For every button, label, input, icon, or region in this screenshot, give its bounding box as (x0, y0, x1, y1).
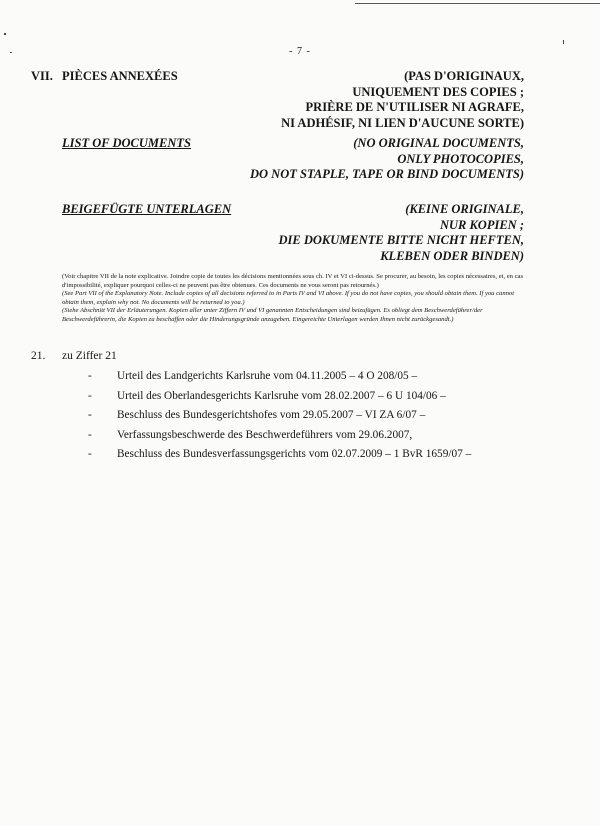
document-entry: Urteil des Oberlandesgerichts Karlsruhe vom 28.02.2007 – 6 U 104/06 – (117, 389, 446, 402)
document-entry: Beschluss des Bundesgerichtshofes vom 29.05.2007 – VI ZA 6/07 – (117, 409, 426, 421)
heading-en-instructions (224, 136, 524, 183)
instruction-line: NUR KOPIEN ; (439, 217, 524, 232)
page-number: - 7 - (289, 46, 311, 57)
item-number: 21. (31, 350, 46, 362)
scan-speck (563, 40, 564, 44)
heading-de: BEIGEFÜGTE UNTERLAGEN (62, 202, 232, 216)
item-title: zu Ziffer 21 (62, 350, 117, 362)
bullet-dash: - (88, 389, 92, 402)
instruction-line: UNIQUEMENT DES COPIES ; (352, 84, 524, 99)
instruction-line: (KEINE ORIGINALE, (405, 202, 524, 216)
list-item (88, 387, 471, 407)
heading-en: LIST OF DOCUMENTS (62, 136, 191, 150)
note-en: (See Part VII of the Explanatory Note. Include copies of all decisions referred to in Parts IV and VI above. If you do not have copies, you should obtain them. If you cannot obtain them, explain why not. No documents will be returned to you.) (62, 290, 515, 306)
instruction-line: PRIÈRE DE N'UTILISER NI AGRAFE, (305, 100, 524, 115)
list-item (88, 367, 471, 387)
instruction-line: DO NOT STAPLE, TAPE OR BIND DOCUMENTS) (250, 167, 524, 182)
section-number: VII. (31, 69, 53, 83)
bullet-dash: - (88, 409, 92, 421)
document-entry: Beschluss des Bundesverfassungsgerichts vom 02.07.2009 – 1 BvR 1659/07 – (117, 448, 472, 460)
note-fr: (Voir chapitre VII de la note explicative. Joindre copie de toutes les décisions mentionnées sous ch. IV et VI ci-dessus. Se procurer, au besoin, les copies nécessaires, et, en cas d'impossibilité, expliquer pourquoi celles-ci ne peuvent pas être obtenues. Ces documents ne vous seront pas retournés.) (62, 273, 524, 289)
scan-speck (4, 33, 6, 35)
instruction-line: (PAS D'ORIGINAUX, (404, 69, 524, 83)
document-list (88, 367, 471, 465)
instruction-line: (NO ORIGINAL DOCUMENTS, (353, 136, 524, 150)
top-border-line (355, 3, 600, 4)
instruction-line: DIE DOKUMENTE BITTE NICHT HEFTEN, (278, 233, 524, 248)
explanatory-note (62, 273, 527, 325)
heading-fr-instructions (224, 69, 524, 131)
bullet-dash: - (88, 370, 92, 382)
document-entry: Urteil des Landgerichts Karlsruhe vom 04.11.2005 – 4 O 208/05 – (117, 370, 418, 382)
instruction-line: KLEBEN ODER BINDEN) (380, 248, 524, 263)
instruction-line: ONLY PHOTOCOPIES, (397, 151, 524, 166)
list-item (88, 406, 471, 426)
heading-fr: PIÈCES ANNEXÉES (62, 69, 178, 83)
heading-de-instructions (224, 202, 524, 264)
document-entry: Verfassungsbeschwerde des Beschwerdeführers vom 29.06.2007, (117, 428, 413, 441)
list-item (88, 426, 471, 446)
list-item (88, 445, 471, 465)
note-de: (Siehe Abschnitt VII der Erläuterungen. Kopien aller unter Ziffern IV und VI genannten Entscheidungen sind beizufügen. Es obliegt dem Beschwerdeführer/der Beschwerdeführerin, die Kopien zu beschaffen oder die Hinderungsgründe anzugeben. Eingereichte Unterlagen werden Ihnen nicht zurückgesandt.) (62, 307, 483, 323)
bullet-dash: - (88, 428, 92, 441)
instruction-line: NI ADHÉSIF, NI LIEN D'AUCUNE SORTE) (281, 115, 524, 130)
bullet-dash: - (88, 448, 92, 460)
